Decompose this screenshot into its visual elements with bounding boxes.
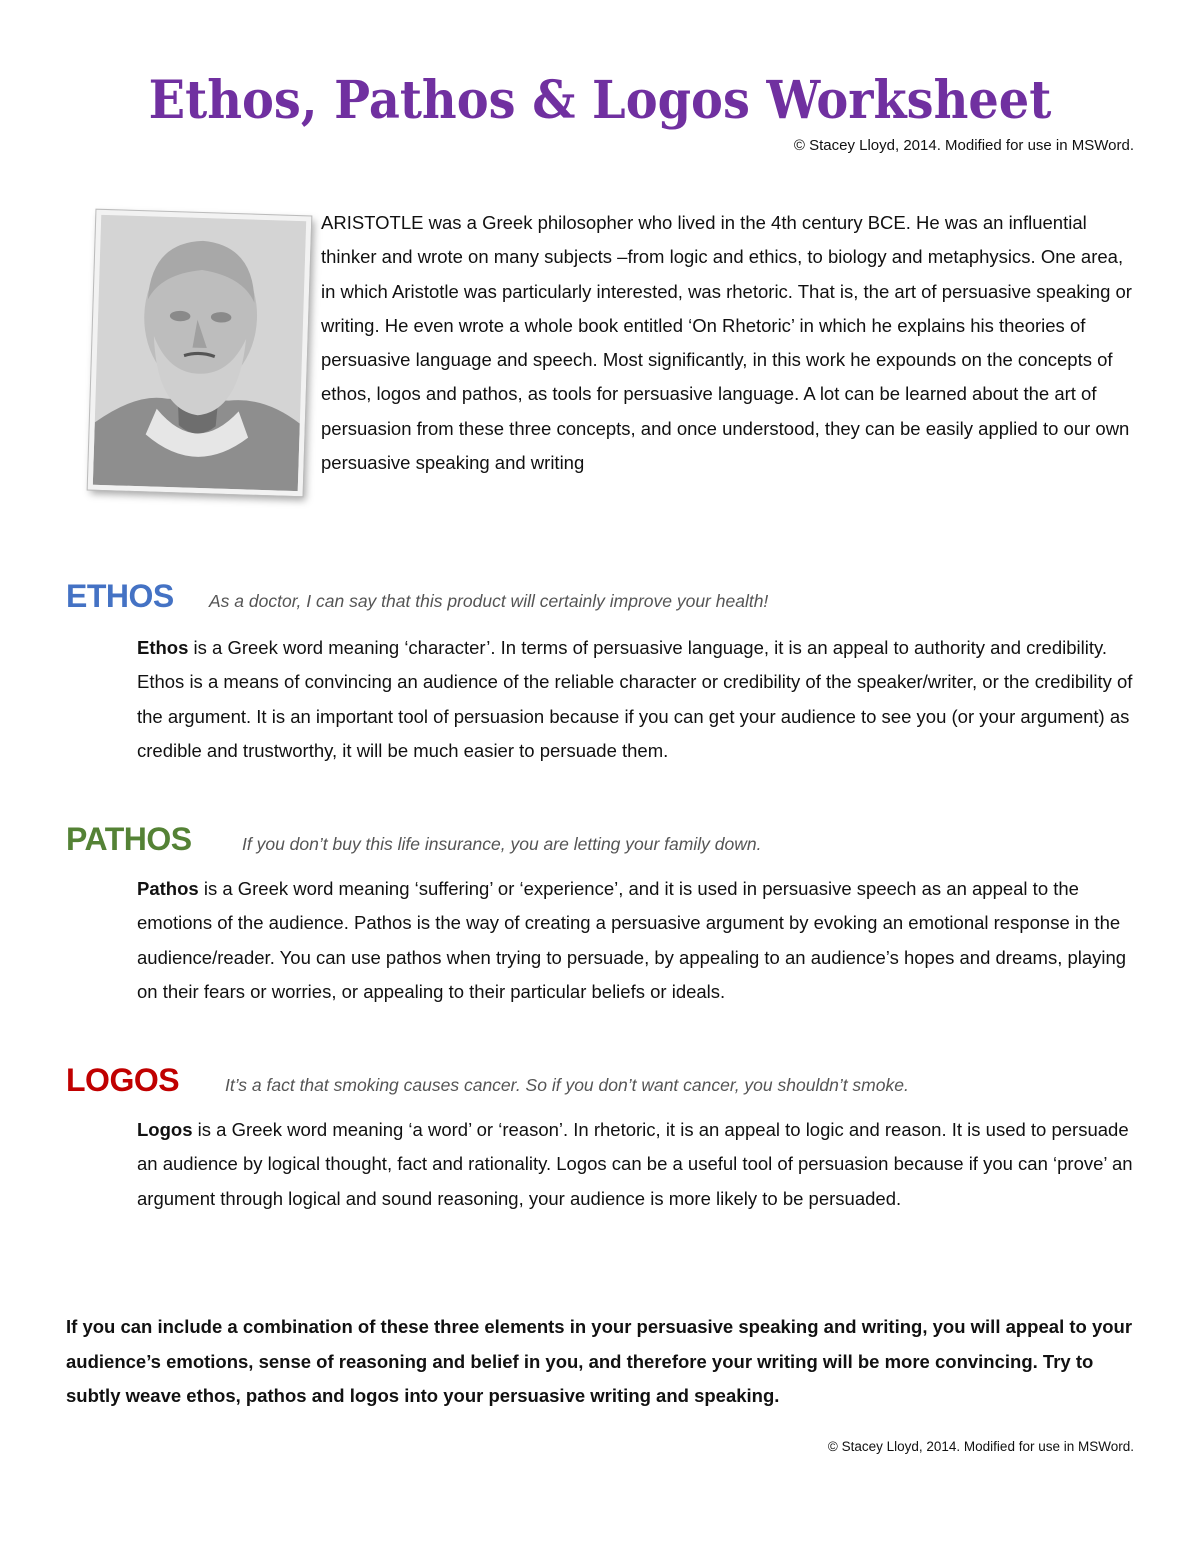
aristotle-portrait <box>88 210 312 497</box>
pathos-body: is a Greek word meaning ‘suffering’ or ‘experience’, and it is used in persuasive speech as an appeal to the emotions of the audience. Pathos is the way of creating a persuasive argument by evoking an emotional response in the audience/reader. You can use pathos when trying to persuade, by appealing to an audience’s hopes and dreams, playing on their fears or worries, or appealing to their particular beliefs or ideals. <box>137 878 1127 1002</box>
conclusion-text: If you can include a combination of these three elements in your persuasive speaking and writing, you will appeal to your audience’s emotions, sense of reasoning and belief in you, and therefore your writing will be more convincing. Try to subtly weave ethos, pathos and logos into your persuasive writing and speaking. <box>66 1316 1133 1406</box>
logos-body: is a Greek word meaning ‘a word’ or ‘reason’. In rhetoric, it is an appeal to logic and reason. It is used to persuade an audience by logical thought, fact and rationality. Logos can be a useful tool of persuasion because if you can ‘prove’ an argument through logical and sound reasoning, your audience is more likely to be persuaded. <box>137 1119 1133 1209</box>
portrait-image-icon <box>93 215 306 491</box>
ethos-description <box>137 631 1137 768</box>
copyright-notice-bottom: © Stacey Lloyd, 2014. Modified for use in MSWord. <box>827 1439 1134 1454</box>
intro-text: ARISTOTLE was a Greek philosopher who lived in the 4th century BCE. He was an influential thinker and wrote on many subjects –from logic and ethics, to biology and metaphysics. One area, in which Aristotle was particularly interested, was rhetoric. That is, the art of persuasive speaking or writing. He even wrote a whole book entitled ‘On Rhetoric’ in which he explains his theories of persuasive language and speech. Most significantly, in this work he expounds on the concepts of ethos, logos and pathos, as tools for persuasive language. A lot can be learned about the art of persuasion from these three concepts, and once understood, they can be easily applied to our own persuasive speaking and writing <box>321 212 1132 474</box>
logos-heading: LOGOS <box>66 1062 180 1098</box>
logos-description <box>137 1113 1137 1216</box>
section-pathos-header <box>66 821 761 858</box>
logos-example: It’s a fact that smoking causes cancer. So if you don’t want cancer, you shouldn’t smoke. <box>225 1075 909 1095</box>
ethos-body: is a Greek word meaning ‘character’. In terms of persuasive language, it is an appeal to authority and credibility. Ethos is a means of convincing an audience of the reliable character or credibility of the speaker/writer, or the credibility of the argument. It is an important tool of persuasion because if you can get your audience to see you (or your argument) as credible and trustworthy, it will be much easier to persuade them. <box>137 637 1133 761</box>
section-ethos-header <box>66 578 768 615</box>
intro-paragraph <box>321 206 1141 480</box>
pathos-description <box>137 872 1137 1009</box>
ethos-term: Ethos <box>137 637 189 658</box>
page-title: Ethos, Pathos & Logos Worksheet <box>148 70 1052 131</box>
section-logos-header <box>66 1062 909 1099</box>
pathos-term: Pathos <box>137 878 199 899</box>
copyright-notice-top: © Stacey Lloyd, 2014. Modified for use in MSWord. <box>793 137 1134 154</box>
conclusion-paragraph <box>66 1310 1146 1414</box>
pathos-heading: PATHOS <box>66 821 192 857</box>
ethos-heading: ETHOS <box>66 578 174 614</box>
ethos-example: As a doctor, I can say that this product will certainly improve your health! <box>209 591 769 611</box>
logos-term: Logos <box>137 1119 193 1140</box>
pathos-example: If you don’t buy this life insurance, you are letting your family down. <box>242 834 762 854</box>
